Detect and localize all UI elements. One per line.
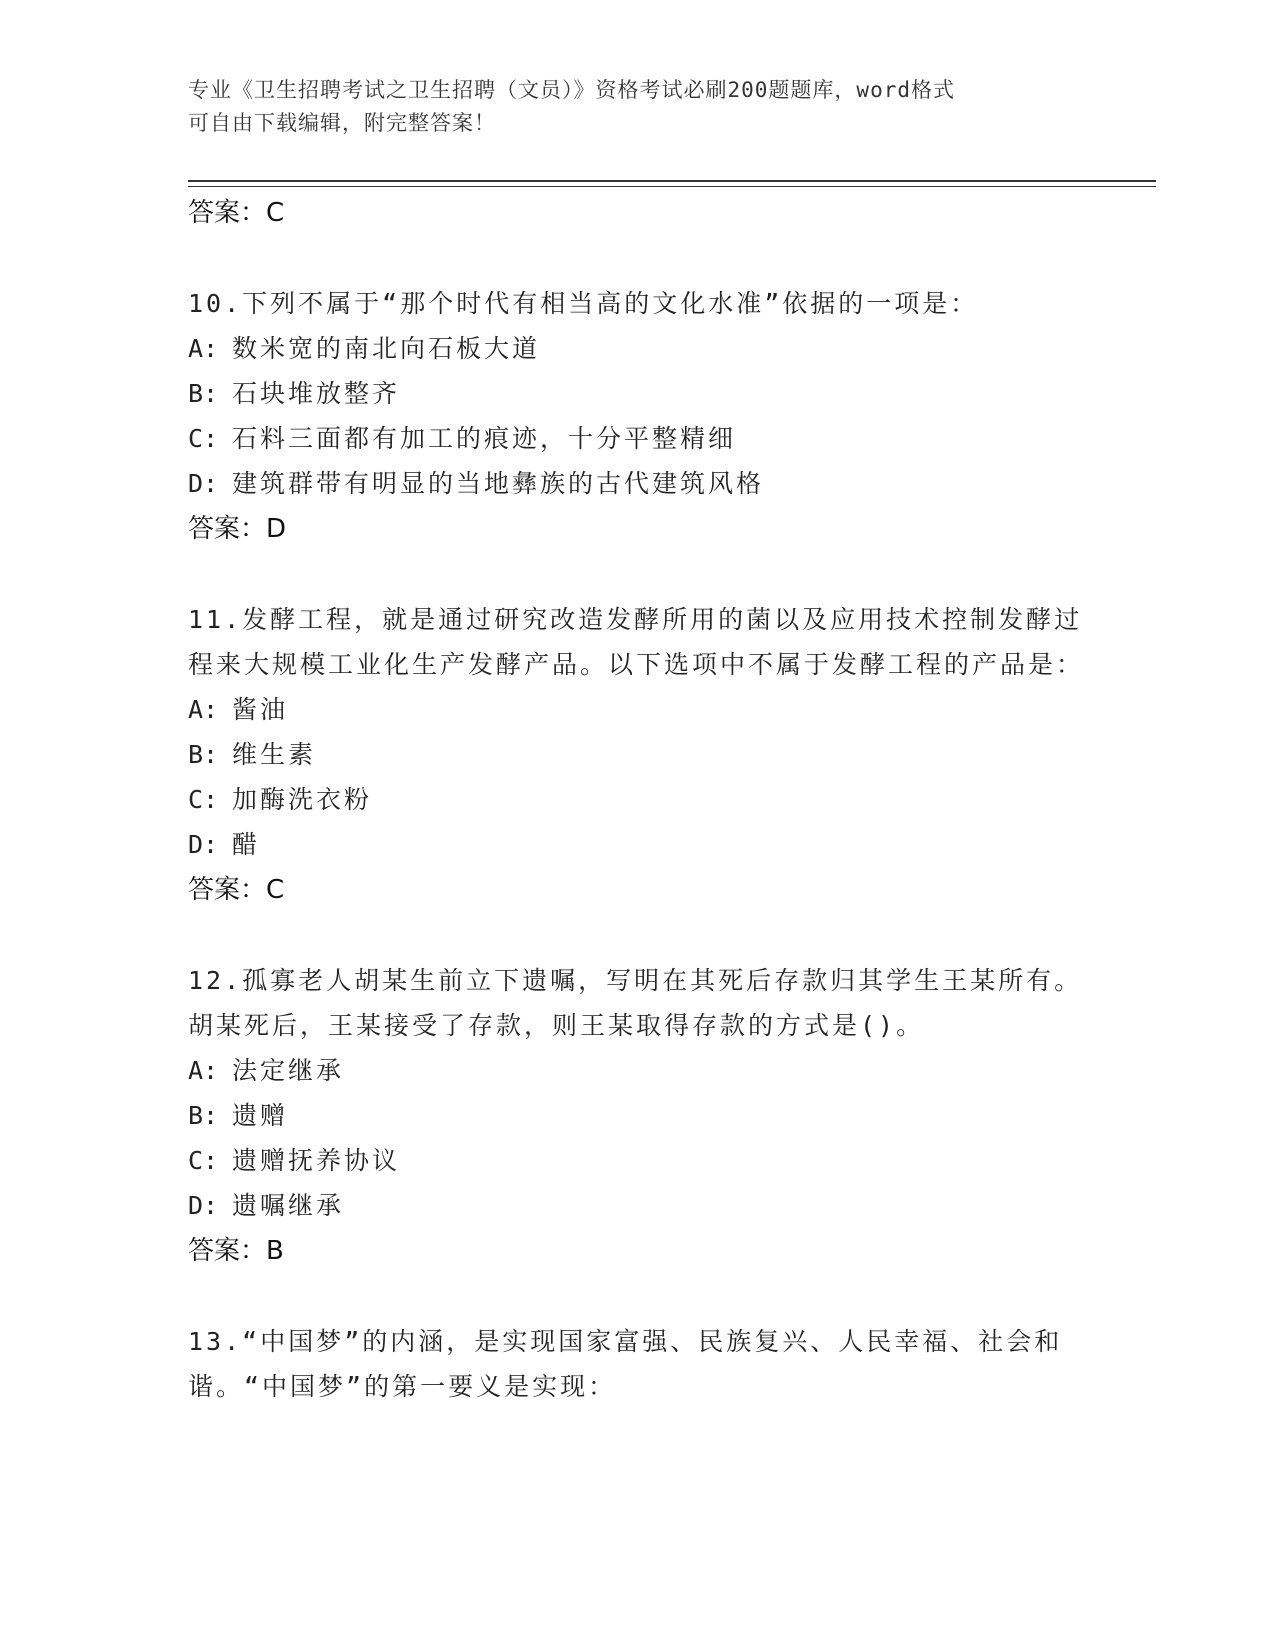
option-c bbox=[188, 416, 1088, 461]
question-12 bbox=[188, 958, 1088, 1274]
option-b bbox=[188, 732, 1088, 777]
option-key: A: bbox=[188, 1056, 219, 1085]
option-key: D: bbox=[188, 1191, 219, 1220]
option-text: 石块堆放整齐 bbox=[232, 379, 401, 408]
option-text: 石料三面都有加工的痕迹，十分平整精细 bbox=[232, 424, 737, 453]
question-11 bbox=[188, 597, 1088, 913]
option-b bbox=[188, 1093, 1088, 1138]
question-13 bbox=[188, 1319, 1088, 1409]
option-c bbox=[188, 777, 1088, 822]
option-a bbox=[188, 687, 1088, 732]
header-divider bbox=[188, 180, 1156, 187]
option-c bbox=[188, 1138, 1088, 1183]
question-stem: 10.下列不属于“那个时代有相当高的文化水准”依据的一项是： bbox=[188, 289, 979, 318]
header-line-2: 可自由下载编辑，附完整答案！ bbox=[188, 111, 496, 135]
header-line-1: 专业《卫生招聘考试之卫生招聘（文员）》资格考试必刷200题题库，word格式 bbox=[188, 78, 955, 102]
option-text: 法定继承 bbox=[232, 1056, 345, 1085]
option-a bbox=[188, 326, 1088, 371]
question-stem: 11.发酵工程，就是通过研究改造发酵所用的菌以及应用技术控制发酵过程来大规模工业化生产发酵产品。以下选项中不属于发酵工程的产品是： bbox=[188, 605, 1085, 679]
answer: 答案：C bbox=[188, 875, 285, 905]
page-header bbox=[188, 74, 1068, 140]
option-key: D: bbox=[188, 469, 219, 498]
option-text: 遗赠 bbox=[232, 1101, 289, 1130]
option-text: 酱油 bbox=[232, 695, 289, 724]
question-10 bbox=[188, 281, 1088, 552]
option-key: C: bbox=[188, 785, 219, 814]
option-d bbox=[188, 1183, 1088, 1228]
option-key: C: bbox=[188, 424, 219, 453]
option-a bbox=[188, 1048, 1088, 1093]
question-list bbox=[188, 190, 1088, 1409]
option-d bbox=[188, 822, 1088, 867]
option-key: B: bbox=[188, 379, 219, 408]
option-text: 加酶洗衣粉 bbox=[232, 785, 373, 814]
question-stem: 13.“中国梦”的内涵，是实现国家富强、民族复兴、人民幸福、社会和谐。“中国梦”的第一要义是实现： bbox=[188, 1327, 1063, 1401]
option-text: 建筑群带有明显的当地彝族的古代建筑风格 bbox=[232, 469, 765, 498]
option-key: A: bbox=[188, 334, 219, 363]
option-key: B: bbox=[188, 1101, 219, 1130]
option-b bbox=[188, 371, 1088, 416]
answer: 答案：D bbox=[188, 514, 287, 544]
option-key: D: bbox=[188, 830, 219, 859]
option-key: B: bbox=[188, 740, 219, 769]
option-key: C: bbox=[188, 1146, 219, 1175]
option-text: 遗嘱继承 bbox=[232, 1191, 345, 1220]
option-text: 维生素 bbox=[232, 740, 317, 769]
answer: 答案：B bbox=[188, 1236, 284, 1266]
option-text: 数米宽的南北向石板大道 bbox=[232, 334, 541, 363]
option-key: A: bbox=[188, 695, 219, 724]
option-text: 遗赠抚养协议 bbox=[232, 1146, 401, 1175]
option-text: 醋 bbox=[232, 830, 261, 859]
question-stem: 12.孤寡老人胡某生前立下遗嘱，写明在其死后存款归其学生王某所有。胡某死后，王某接受了存款，则王某取得存款的方式是()。 bbox=[188, 966, 1083, 1040]
previous-answer: 答案：C bbox=[188, 198, 285, 228]
option-d bbox=[188, 461, 1088, 506]
